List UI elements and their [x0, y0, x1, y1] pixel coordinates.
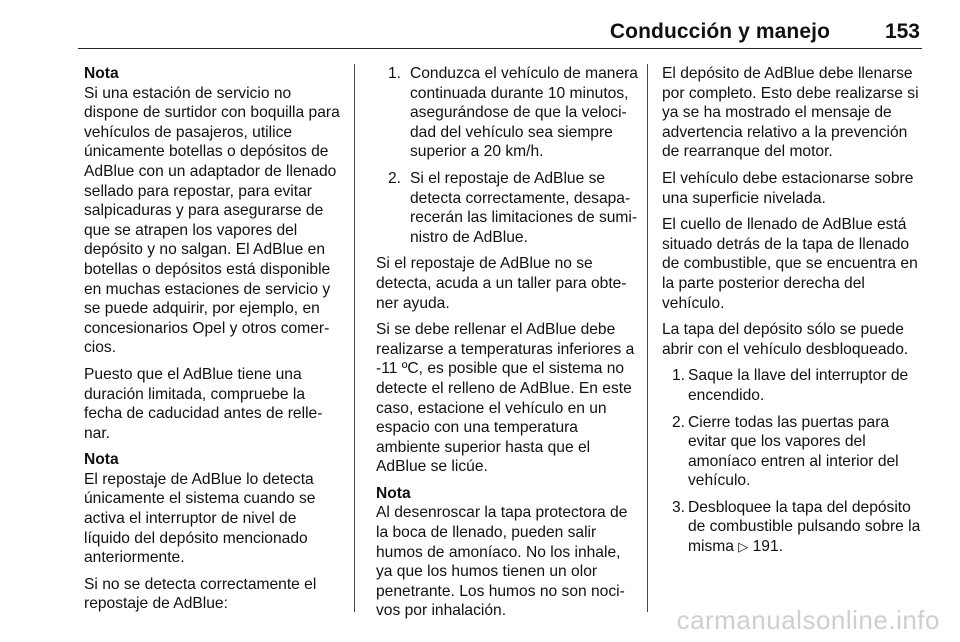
note-body: El repostaje de AdBlue lo detecta únicamente el sistema cuando se activa el interruptor de nivel de líquido del depósito mencionado anteriormente.	[84, 470, 316, 567]
list-item	[376, 64, 638, 162]
step-text: Saque la llave del interruptor de encendido.	[688, 367, 909, 404]
column-1	[84, 64, 346, 621]
step-text: Cierre todas las puertas para evitar que los vapores del amoníaco entren al interior del vehículo.	[688, 413, 899, 490]
list-item	[662, 413, 926, 491]
step-number: 2.	[388, 169, 402, 187]
paragraph: El cuello de llenado de AdBlue está situado detrás de la tapa de llenado de combustible, que se encuentra en la parte posterior derecha del vehículo.	[662, 216, 918, 312]
note-body: Al desenroscar la tapa protectora de la boca de llenado, pueden salir humos de amoníaco. No los inhale, ya que los humos tienen un olor penetrante. Los humos no son noci-vos por inhalación.	[376, 504, 628, 620]
paragraph: Si el repostaje de AdBlue no se detecta, acuda a un taller para obte-ner ayuda.	[376, 255, 627, 312]
page-reference[interactable]: 191.	[752, 538, 783, 556]
arrow-right-icon: ▷	[738, 539, 749, 555]
note-body: Si una estación de servicio no dispone de surtidor con boquilla para vehículos de pasajeros, utilice únicamente botellas o depósitos de AdBlue con un adaptador de llenado sellado para repostar, para evitar salpicaduras y para asegurarse de que se atrapen los vapores del depósito y no salgan. El AdBlue en botellas o depósitos está disponible en muchas estaciones de servicio y se puede adquirir, por ejemplo, en concesionarios Opel y otros comer-cios.	[84, 84, 340, 357]
list-item	[662, 498, 926, 557]
note-title: Nota	[84, 451, 119, 469]
section-title: Conducción y manejo	[609, 20, 830, 43]
paragraph: El depósito de AdBlue debe llenarse por completo. Esto debe realizarse si ya se ha mostrado el mensaje de advertencia relativo a la prevención de rearranque del motor.	[662, 65, 919, 161]
paragraph: Si se debe rellenar el AdBlue debe realizarse a temperaturas inferiores a -11 ºC, es posible que el sistema no detecte el relleno de AdBlue. En este caso, estacione el vehículo en un espacio con una temperatura ambiente superior hasta que el AdBlue se licúe.	[376, 321, 635, 476]
paragraph: Puesto que el AdBlue tiene una duración limitada, compruebe la fecha de caducidad antes de relle-nar.	[84, 365, 323, 442]
note-title: Nota	[376, 484, 411, 502]
step-number: 3.	[672, 498, 686, 516]
page-header	[78, 18, 922, 49]
steps-list	[376, 64, 638, 247]
paragraph: Si no se detecta correctamente el repostaje de AdBlue:	[84, 575, 317, 613]
column-divider	[354, 64, 355, 612]
list-item	[376, 169, 638, 247]
paragraph: La tapa del depósito sólo se puede abrir con el vehículo desbloqueado.	[662, 321, 909, 358]
step-text: Desbloquee la tapa del depósito de combustible pulsando sobre la misma	[688, 498, 921, 556]
steps-list	[662, 366, 926, 556]
column-divider	[647, 64, 648, 612]
list-item	[662, 366, 926, 405]
column-3	[662, 64, 926, 564]
step-text: Si el repostaje de AdBlue se detecta correctamente, desapa-recerán las limitaciones de sumi-nistro de AdBlue.	[410, 169, 638, 246]
step-number: 1.	[388, 65, 402, 82]
step-number: 1.	[672, 367, 686, 385]
note-title: Nota	[84, 65, 119, 82]
watermark: carmanualsonline.info	[676, 605, 940, 635]
step-text: Conduzca el vehículo de manera continuada durante 10 minutos, asegurándose de que la veloci-dad del vehículo sea siempre superior a 20 km/h.	[410, 65, 638, 161]
paragraph: El vehículo debe estacionarse sobre una superficie nivelada.	[662, 169, 914, 207]
step-number: 2.	[672, 413, 686, 431]
column-2	[376, 64, 638, 628]
page-number: 153	[884, 20, 920, 43]
